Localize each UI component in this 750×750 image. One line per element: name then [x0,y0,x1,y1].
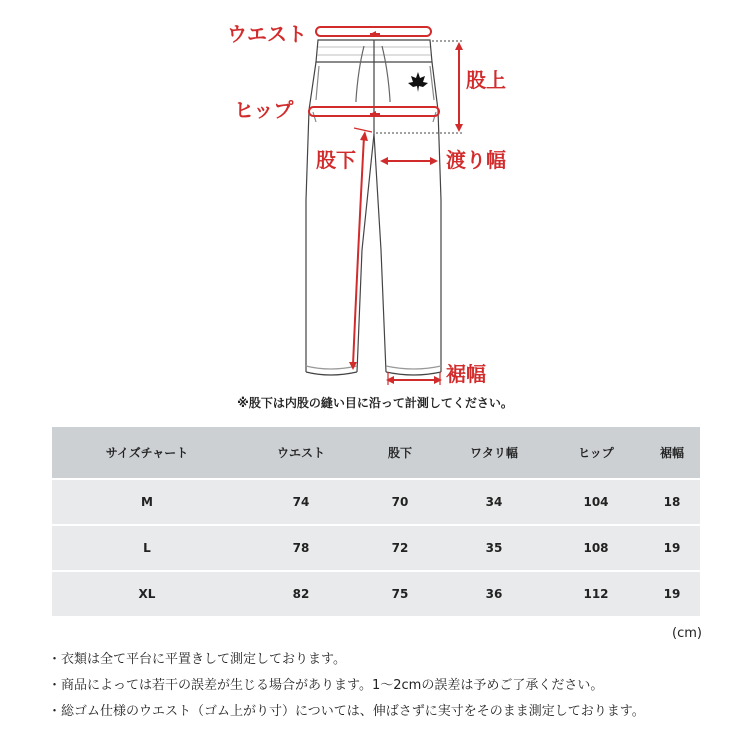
label-hip: ヒップ [234,98,294,122]
cell-size: XL [52,571,242,616]
cell-size: M [52,479,242,525]
table-header-row [52,427,700,479]
pants-outline-icon [306,40,441,375]
cell-hem: 19 [644,525,700,571]
cell-thigh: 35 [440,525,548,571]
cell-waist: 78 [242,525,360,571]
cell-inseam: 75 [360,571,440,616]
cell-hem: 19 [644,571,700,616]
label-hem: 裾幅 [446,362,486,386]
header-thigh: ワタリ幅 [440,427,548,479]
cell-size: L [52,525,242,571]
cell-inseam: 70 [360,479,440,525]
cell-hip: 104 [548,479,644,525]
cell-thigh: 36 [440,571,548,616]
header-inseam: 股下 [360,427,440,479]
measurement-notes [48,651,645,729]
maple-leaf-icon [408,72,428,92]
label-rise: 股上 [466,68,506,92]
table-row [52,479,700,525]
cell-thigh: 34 [440,479,548,525]
unit-label: (cm) [672,626,702,641]
size-chart-table [52,427,700,616]
measurement-guides [309,27,463,385]
cell-inseam: 72 [360,525,440,571]
cell-waist: 82 [242,571,360,616]
table-row [52,525,700,571]
cell-hip: 108 [548,525,644,571]
inseam-note: ※股下は内股の縫い目に沿って計測してください。 [237,396,513,410]
note-item: ・総ゴム仕様のウエスト（ゴム上がり寸）については、伸ばさずに実寸をそのまま測定しております。 [48,704,645,719]
label-waist: ウエスト [227,22,307,46]
cell-waist: 74 [242,479,360,525]
label-thigh: 渡り幅 [446,148,506,172]
note-item: ・商品によっては若干の誤差が生じる場合があります。1～2cmの誤差は予めご了承ください。 [48,678,604,693]
header-hip: ヒップ [548,427,644,479]
header-size-chart: サイズチャート [52,427,242,479]
header-waist: ウエスト [242,427,360,479]
note-item: ・衣類は全て平台に平置きして測定しております。 [48,652,346,667]
label-inseam: 股下 [316,148,356,172]
header-hem: 裾幅 [644,427,700,479]
table-row [52,571,700,616]
cell-hem: 18 [644,479,700,525]
cell-hip: 112 [548,571,644,616]
